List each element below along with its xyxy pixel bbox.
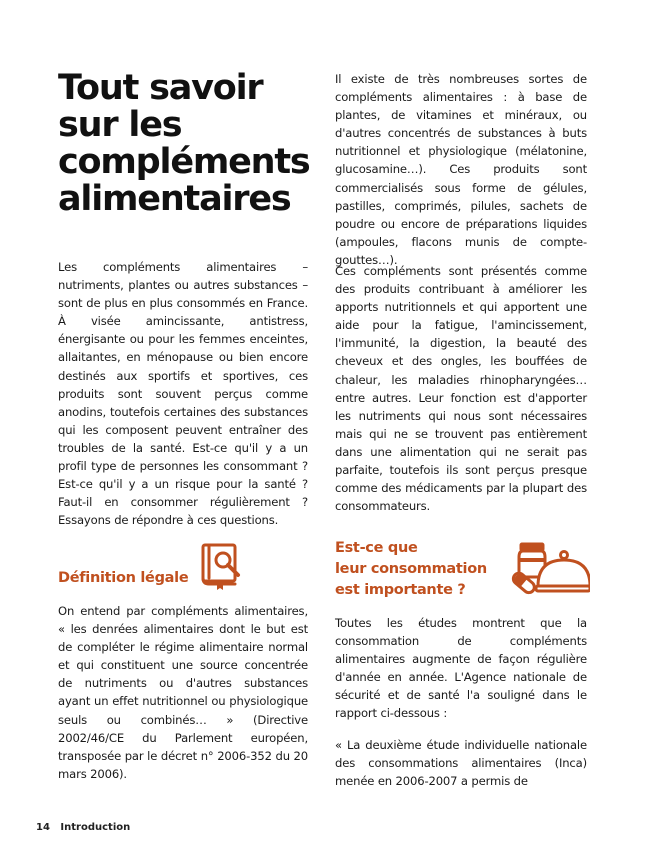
title-line: sur les xyxy=(58,105,182,145)
page-title xyxy=(58,70,318,218)
title-line: compléments xyxy=(58,142,310,182)
intro-paragraph: Les compléments alimentaires – nutriments, plantes ou autres substances – sont de plus en plus consommés en France. À visée amincissante, antistress, énergisante ou pour les femmes enceintes, allaitantes, en ménopause ou bien encore destinés aux sportifs et sportives, ces produits sont souvent perçus comme anodins, toutefois certaines des substances qui les composent peuvent entraîner des troubles de la santé. Est-ce qu'il y a un profil type de personnes les consommant ? Est-ce qu'il y a un risque pour la santé ? Faut-il en consommer régulièrement ? Essayons de répondre à ces questions. xyxy=(58,260,308,528)
page-footer xyxy=(36,822,137,833)
section-heading-consumption xyxy=(335,538,487,601)
page-number: 14 xyxy=(36,822,50,833)
quote-paragraph: « La deuxième étude individuelle nationale des consommations alimentaires (Inca) menée en 2006-2007 a permis de xyxy=(335,738,587,789)
pills-jar-cloche-icon xyxy=(510,542,590,598)
types-paragraph: Il existe de très nombreuses sortes de compléments alimentaires : à base de plantes, de vitamines et minéraux, ou d'autres concentrés de substances à buts nutritionnel et physiologique (mélatonine, glucosamine…). Ces produits sont commercialisés sous forme de gélules, pastilles, comprimés, pilules, sachets de poudre ou encore de préparations liquides (ampoules, flacons munis de compte-gouttes…). xyxy=(335,72,587,267)
presentation-paragraph: Ces compléments sont présentés comme des produits contribuant à améliorer les apports nutritionnels et qui apportent une aide pour la fatigue, l'amincissement, l'immunité, la digestion, la beauté des cheveux et des ongles, les bouffées de chaleur, les maladies rhinopharyngées… entre autres. Leur fonction est d'apporter les nutriments qui nous sont nécessaires mais qui ne se trouvent pas entièrement dans une alimentation qui ne serait pas parfaite, toutefois ils sont perçus presque comme des médicaments par la plupart des consommateurs. xyxy=(335,264,587,514)
heading-line: leur consommation xyxy=(335,561,487,577)
title-line: alimentaires xyxy=(58,179,291,219)
book-magnifier-icon xyxy=(200,542,246,590)
section-heading-definition: Définition légale xyxy=(58,570,189,586)
heading-line: est importante ? xyxy=(335,582,466,598)
consumption-paragraph: Toutes les études montrent que la consommation de compléments alimentaires augmente de façon régulière d'année en année. L'Agence nationale de sécurité et de santé l'a souligné dans le rapport ci-dessous : xyxy=(335,616,587,721)
title-line: Tout savoir xyxy=(58,68,263,108)
definition-paragraph: On entend par compléments alimentaires, « les denrées alimentaires dont le but est de compléter le régime alimentaire normal et qui constituent une source concentrée de nutriments ou d'autres substances ayant un effet nutritionnel ou physiologique seuls ou combinés… » (Directive 2002/46/CE du Parlement européen, transposée par le décret n° 2006-352 du 20 mars 2006). xyxy=(58,604,308,781)
footer-section: Introduction xyxy=(60,822,131,833)
heading-line: Est-ce que xyxy=(335,540,418,556)
